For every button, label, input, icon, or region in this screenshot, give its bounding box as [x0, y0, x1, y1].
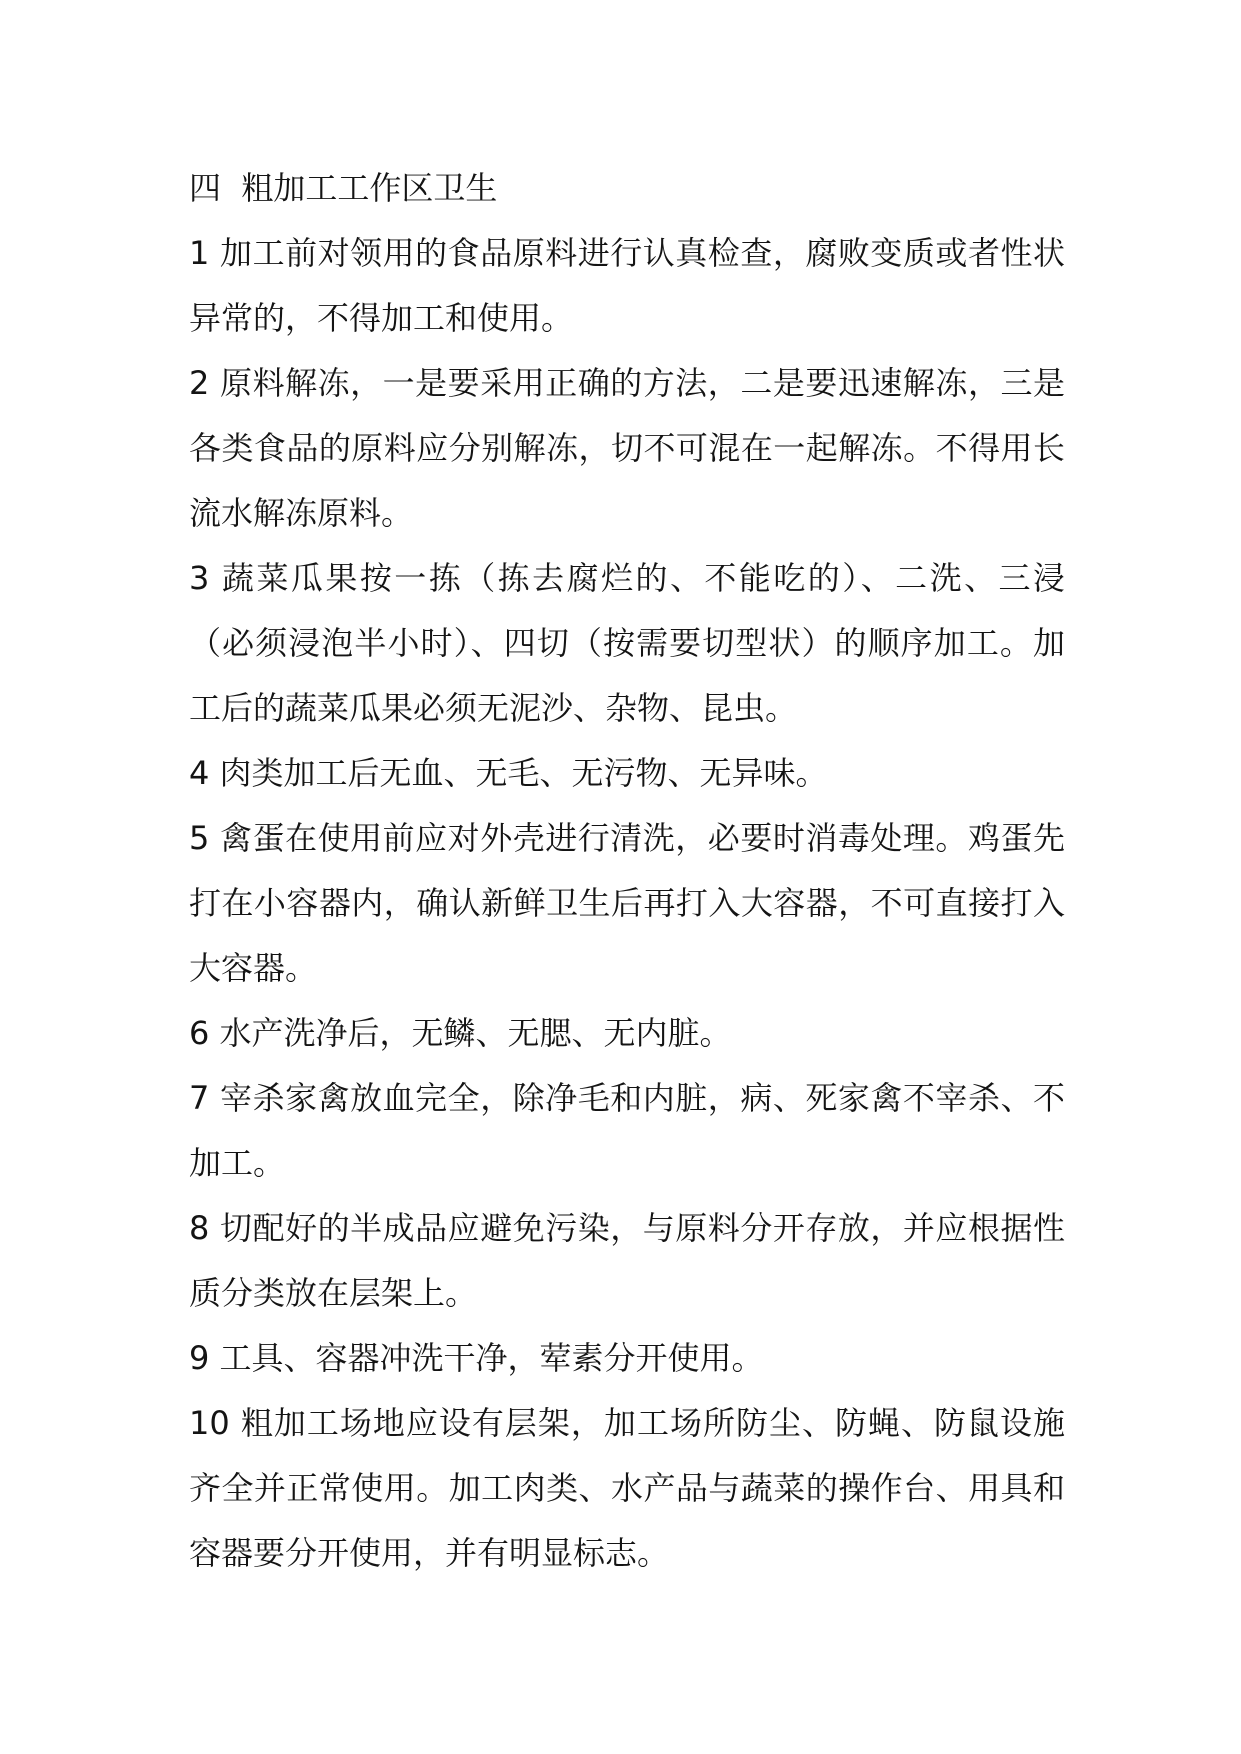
rule-paragraph-8: 8 切配好的半成品应避免污染，与原料分开存放，并应根据性质分类放在层架上。	[189, 1209, 1065, 1312]
section-title: 四 粗加工工作区卫生	[189, 169, 498, 207]
rule-paragraph-7: 7 宰杀家禽放血完全，除净毛和内脏，病、死家禽不宰杀、不加工。	[189, 1079, 1065, 1182]
rule-paragraph-9: 9 工具、容器冲洗干净，荤素分开使用。	[189, 1339, 764, 1377]
document-page	[189, 156, 1065, 1586]
rule-paragraph-3: 3 蔬菜瓜果按一拣（拣去腐烂的、不能吃的）、二洗、三浸（必须浸泡半小时）、四切（按需要切型状）的顺序加工。加工后的蔬菜瓜果必须无泥沙、杂物、昆虫。	[189, 559, 1065, 727]
rule-paragraph-4: 4 肉类加工后无血、无毛、无污物、无异味。	[189, 754, 828, 792]
rule-paragraph-6: 6 水产洗净后，无鳞、无腮、无内脏。	[189, 1014, 732, 1052]
rule-paragraph-1: 1 加工前对领用的食品原料进行认真检查，腐败变质或者性状异常的，不得加工和使用。	[189, 234, 1065, 337]
rule-paragraph-10: 10 粗加工场地应设有层架，加工场所防尘、防蝇、防鼠设施齐全并正常使用。加工肉类、水产品与蔬菜的操作台、用具和容器要分开使用，并有明显标志。	[189, 1404, 1065, 1572]
rule-paragraph-5: 5 禽蛋在使用前应对外壳进行清洗，必要时消毒处理。鸡蛋先打在小容器内，确认新鲜卫生后再打入大容器，不可直接打入大容器。	[189, 819, 1065, 987]
rule-paragraph-2: 2 原料解冻，一是要采用正确的方法，二是要迅速解冻，三是各类食品的原料应分别解冻，切不可混在一起解冻。不得用长流水解冻原料。	[189, 364, 1065, 532]
